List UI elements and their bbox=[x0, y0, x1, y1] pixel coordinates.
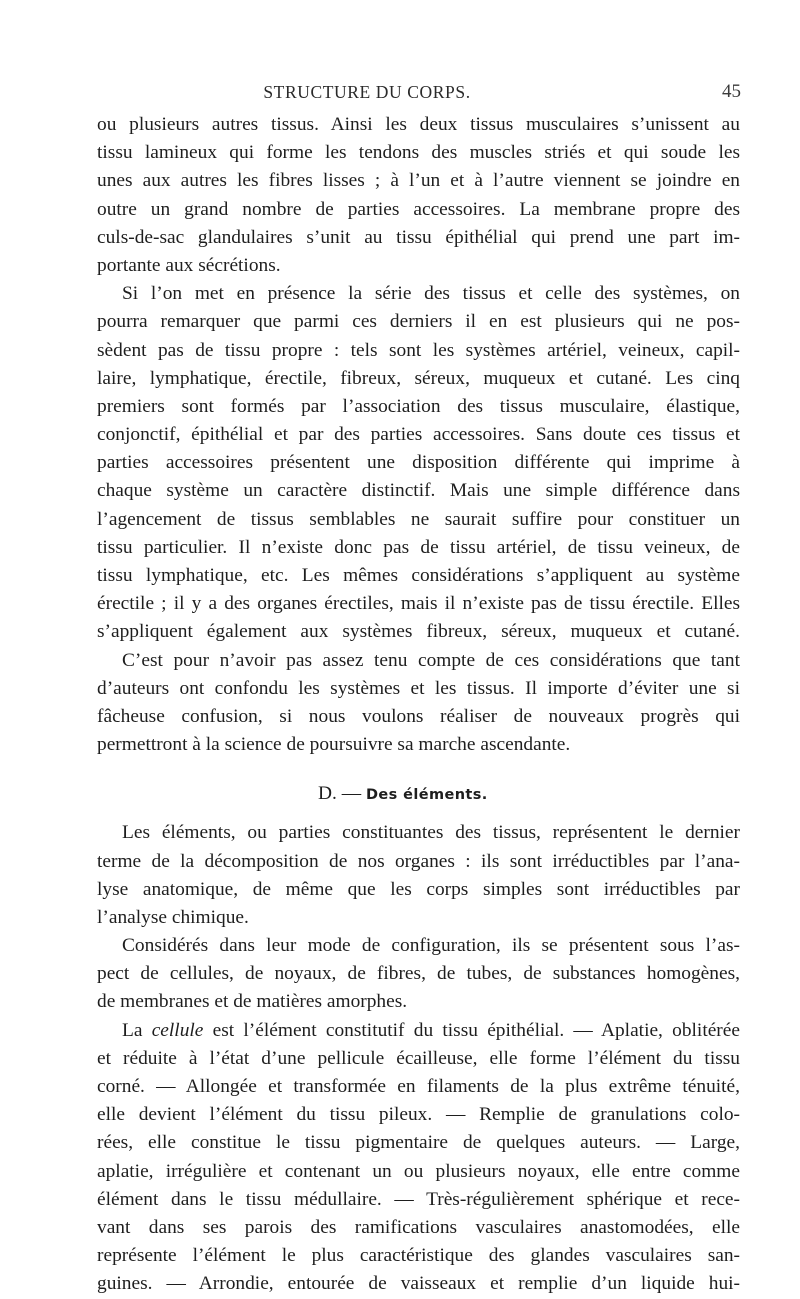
text-line: tissu lymphatique, etc. Les mêmes considérations s’appliquent au système bbox=[97, 565, 740, 586]
text-line: s’appliquent également aux systèmes fibreux, séreux, muqueux et cutané. bbox=[97, 621, 740, 643]
section-heading bbox=[97, 775, 740, 813]
text-line: et réduite à l’état d’une pellicule écailleuse, elle forme l’élément du tissu bbox=[97, 1047, 740, 1069]
text-line: elle devient l’élément du tissu pileux. — Remplie de granulations colo- bbox=[97, 1104, 740, 1126]
text-line: érectile ; il y a des organes érectiles, mais il n’existe pas de tissu érectile. Elles bbox=[97, 593, 740, 615]
text-line: de membranes et de matières amorphes. bbox=[97, 991, 408, 1013]
text-line: Si l’on met en présence la série des tissus et celle des systèmes, on bbox=[122, 283, 740, 305]
text-line: l’analyse chimique. bbox=[97, 906, 249, 928]
text-line: chaque système un caractère distinctif. Mais une simple différence dans bbox=[97, 480, 740, 502]
text-line: sèdent pas de tissu propre : tels sont les systèmes artériel, veineux, capil- bbox=[97, 339, 740, 361]
line-rest: est l’élément constitutif du tissu épithélial. — Aplatie, oblitérée bbox=[212, 1019, 740, 1041]
paragraph-4 bbox=[97, 932, 740, 1017]
text-line: Les éléments, ou parties constituantes des tissus, représentent le dernier bbox=[122, 822, 740, 844]
text-line: lyse anatomique, de même que les corps simples sont irréductibles par bbox=[97, 878, 740, 900]
text-line: aplatie, irrégulière et contenant un ou plusieurs noyaux, elle entre comme bbox=[97, 1160, 740, 1182]
text-line: pourra remarquer que parmi ces derniers il en est plusieurs qui ne pos- bbox=[97, 311, 740, 333]
text-line: tissu particulier. Il n’existe donc pas de tissu artériel, de tissu veineux, de bbox=[97, 536, 740, 558]
text-line: C’est pour n’avoir pas assez tenu compte de ces considérations que tant bbox=[122, 649, 740, 671]
text-line: vant dans ses parois des ramifications vasculaires anastomodées, elle bbox=[97, 1216, 740, 1238]
article: La bbox=[122, 1019, 143, 1041]
text-line: ou plusieurs autres tissus. Ainsi les deux tissus musculaires s’unissent au bbox=[97, 114, 740, 135]
text-line: portante aux sécrétions. bbox=[97, 254, 281, 276]
italic-term: cellule bbox=[151, 1019, 204, 1041]
text-line: l’agencement de tissus semblables ne saurait suffire pour constituer un bbox=[97, 508, 740, 530]
paragraph-5 bbox=[97, 1017, 740, 1299]
running-head: STRUCTURE DU CORPS. bbox=[263, 82, 471, 102]
body-text bbox=[97, 111, 740, 1299]
text-line: premiers sont formés par l’association des tissus musculaire, élastique, bbox=[97, 395, 740, 417]
text-line: corné. — Allongée et transformée en filaments de la plus extrême ténuité, bbox=[97, 1076, 740, 1097]
text-line: Considérés dans leur mode de configuration, ils se présentent sous l’as- bbox=[122, 935, 740, 957]
text-line: tissu lamineux qui forme les tendons des muscles striés et qui soude les bbox=[97, 142, 740, 164]
text-line: terme de la décomposition de nos organes : ils sont irréductibles par l’ana- bbox=[97, 850, 740, 872]
section-letter: D. bbox=[318, 783, 337, 805]
text-line: permettront à la science de poursuivre sa marche ascendante. bbox=[97, 734, 571, 756]
text-line: culs-de-sac glandulaires s’unit au tissu épithélial qui prend une part im- bbox=[97, 226, 740, 248]
text-line: pect de cellules, de noyaux, de fibres, de tubes, de substances homogènes, bbox=[97, 963, 740, 985]
text-line: élément dans le tissu médullaire. — Très-régulièrement sphérique et rece- bbox=[97, 1188, 740, 1210]
text-line: parties accessoires présentent une disposition différente qui imprime à bbox=[97, 452, 740, 474]
page-number: 45 bbox=[722, 81, 741, 102]
text-line: rées, elle constitue le tissu pigmentaire de quelques auteurs. — Large, bbox=[97, 1132, 740, 1154]
text-line: unes aux autres les fibres lisses ; à l’un et à l’autre viennent se joindre en bbox=[97, 170, 740, 192]
text-line: outre un grand nombre de parties accessoires. La membrane propre des bbox=[97, 198, 740, 220]
text-line: d’auteurs ont confondu les systèmes et les tissus. Il importe d’éviter une si bbox=[97, 677, 740, 699]
paragraph-3 bbox=[97, 819, 740, 932]
text-line bbox=[97, 1017, 740, 1045]
text-line: laire, lymphatique, érectile, fibreux, séreux, muqueux et cutané. Les cinq bbox=[97, 367, 740, 389]
text-line: représente l’élément le plus caractéristique des glandes vasculaires san- bbox=[97, 1245, 740, 1267]
text-line: guines. — Arrondie, entourée de vaisseaux et remplie d’un liquide hui- bbox=[97, 1273, 740, 1295]
spacer bbox=[97, 759, 740, 775]
section-dash: — bbox=[341, 783, 362, 805]
text-line: fâcheuse confusion, si nous voulons réaliser de nouveaux progrès qui bbox=[97, 705, 740, 727]
paragraph-1 bbox=[97, 111, 740, 280]
text-line: conjonctif, épithélial et par des parties accessoires. Sans doute ces tissus et bbox=[97, 424, 740, 446]
section-title: Des éléments. bbox=[365, 787, 488, 804]
paragraph-2 bbox=[97, 280, 740, 759]
